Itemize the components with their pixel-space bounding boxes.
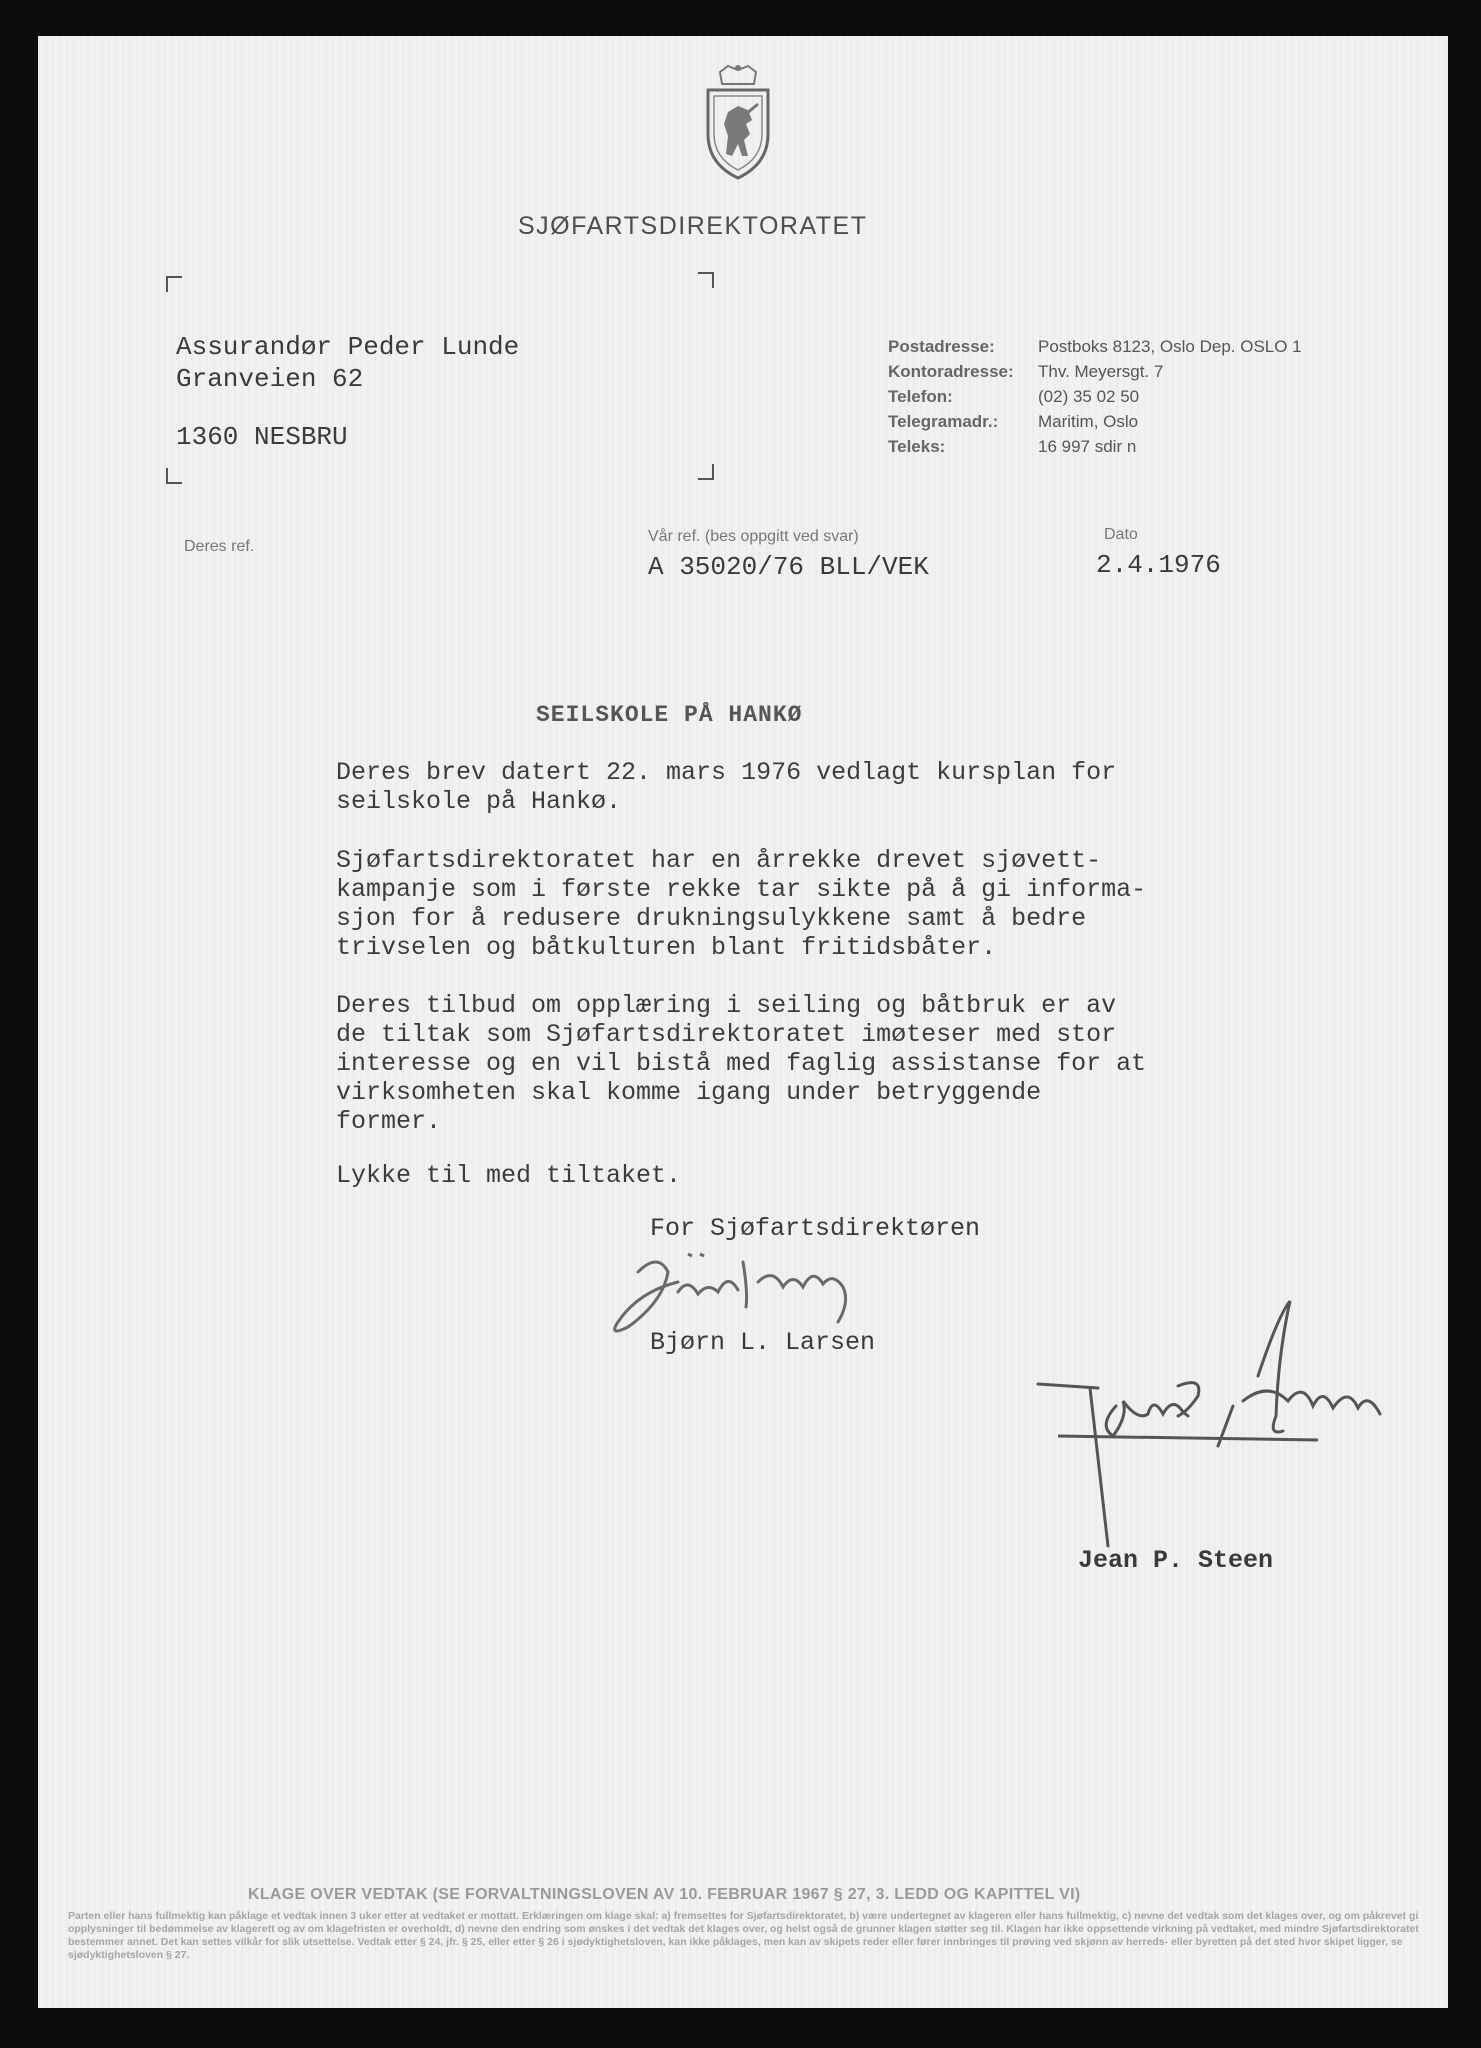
letter-paragraph: [336, 758, 1336, 816]
norwegian-lion-crest-icon: [698, 64, 778, 182]
letter-paragraph: [336, 991, 1336, 1136]
recipient-postal: 1360 NESBRU: [176, 422, 348, 452]
paragraph-text: Deres tilbud om opplæring i seiling og båtbruk er av de tiltak som Sjøfartsdirektoratet imøteser med stor interesse og en vil bistå med faglig assistanse for at virksomheten skal komme igang under betryggende former.: [336, 991, 1147, 1136]
contact-label: Telefon:: [888, 387, 953, 406]
dato-label: Dato: [1104, 526, 1138, 543]
appeal-text: Parten eller hans fullmektig kan påklage et vedtak innen 3 uker etter at vedtaket er mottatt. Erklæringen om klage skal: a) fremsettes for Sjøfartsdirektoratet, b) være undertegnet av klageren eller hans fullmektig, c) nevne det vedtak som det klages over, og om påkrevet gi opplysninger til bedømmelse av klagerett og av om klagefristen er overholdt, d) nevne den endring som ønskes i det vedtak det klages over, og helst også de grunner klagen støtter seg til. Klagen har ikke oppsettende virkning på vedtaket, med mindre Sjøfartsdirektoratet bestemmer annet. Det kan settes vilkår for slik utsettelse. Vedtak etter § 24, jfr. § 25, eller etter § 26 i sjødyktighetsloven, kan ikke påklages, men kan av skipets reder eller fører innbringes til prøving ved skjønn av herreds- eller byretten på det sted hvor skipet ligger, se sjødyktighetsloven § 27.: [68, 1910, 1419, 1961]
contact-block: [888, 334, 1302, 459]
recipient-name: Assurandør Peder Lunde: [176, 332, 520, 362]
address-bracket: [698, 272, 714, 288]
recipient-street: Granveien 62: [176, 364, 364, 394]
appeal-heading: KLAGE OVER VEDTAK (SE FORVALTNINGSLOVEN AV 10. FEBRUAR 1967 § 27, 3. LEDD OG KAPITTEL VI): [248, 1886, 1081, 1903]
contact-row: [888, 409, 1302, 434]
var-ref-label: Vår ref. (bes oppgitt ved svar): [648, 528, 859, 545]
letter-paragraph: [336, 1161, 1336, 1190]
contact-row: [888, 434, 1302, 459]
handwritten-signature-1: [568, 1232, 948, 1342]
var-ref-value: A 35020/76 BLL/VEK: [648, 552, 929, 582]
address-bracket: [698, 464, 714, 480]
contact-value: Maritim, Oslo: [1038, 412, 1139, 431]
paragraph-text: Sjøfartsdirektoratet har en årrekke drevet sjøvett- kampanje som i første rekke tar sikte på å gi informa- sjon for å redusere drukningsulykkene samt å bedre trivselen og båtkulturen blant fritidsbåter.: [336, 846, 1147, 962]
signer-name-2: Jean P. Steen: [1078, 1546, 1274, 1575]
contact-row: [888, 384, 1302, 409]
deres-ref-label: Deres ref.: [184, 538, 255, 555]
dato-value: 2.4.1976: [1096, 550, 1221, 580]
address-bracket: [166, 276, 182, 292]
closing-line: For Sjøfartsdirektøren: [650, 1214, 981, 1243]
contact-label: Kontoradresse:: [888, 362, 1014, 381]
contact-label: Postadresse:: [888, 337, 995, 356]
letter-title: SEILSKOLE PÅ HANKØ: [536, 702, 803, 728]
letter-paragraph: [336, 846, 1336, 962]
contact-row: [888, 334, 1302, 359]
handwritten-signature-2: [1028, 1296, 1448, 1556]
paragraph-text: Deres brev datert 22. mars 1976 vedlagt kursplan for seilskole på Hankø.: [336, 758, 1117, 816]
address-bracket: [166, 468, 182, 484]
contact-value: Postboks 8123, Oslo Dep. OSLO 1: [1038, 337, 1302, 356]
contact-value: Thv. Meyersgt. 7: [1038, 362, 1164, 381]
paragraph-text: Lykke til med tiltaket.: [336, 1161, 682, 1190]
contact-value: 16 997 sdir n: [1038, 437, 1137, 456]
contact-label: Telegramadr.:: [888, 412, 999, 431]
agency-name: SJØFARTSDIREKTORATET: [518, 212, 868, 240]
contact-row: [888, 359, 1302, 384]
contact-value: (02) 35 02 50: [1038, 387, 1140, 406]
contact-label: Teleks:: [888, 437, 946, 456]
signer-name-1: Bjørn L. Larsen: [650, 1328, 876, 1357]
letter-page: [38, 36, 1448, 2008]
